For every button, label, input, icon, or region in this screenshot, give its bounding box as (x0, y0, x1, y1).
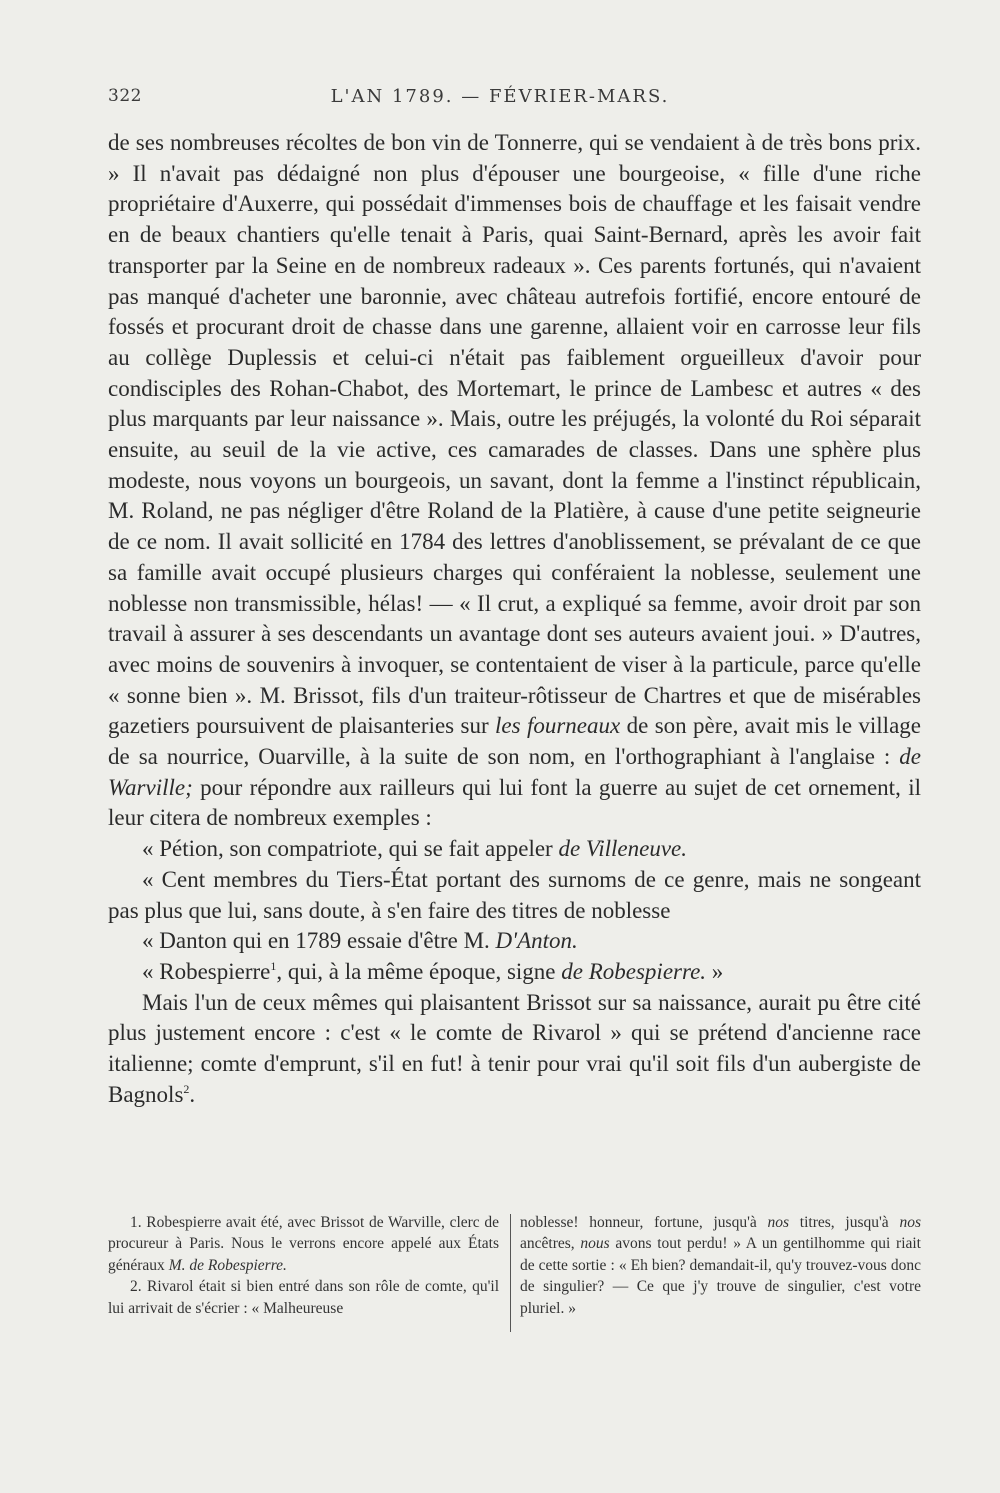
paragraph: Mais l'un de ceux mêmes qui plaisantent Brissot sur sa naissance, aurait pu être cité plus justement encore : c'est « le comte de Rivarol » qui se prétend d'ancienne race italienne; comte d'emprunt, s'il en fut! à tenir pour vrai qu'il soit fils d'un aubergiste de Bagnols$^2$. (108, 989, 921, 1107)
quotation-line: « Pétion, son compatriote, qui se fait appeler de Villeneuve. (142, 836, 688, 862)
footnote-column-right (520, 1212, 921, 1319)
footnote-2: 2. Rivarol était si bien entré dans son rôle de comte, qu'il lui arrivait de s'écrier : « Malheureuse (108, 1278, 499, 1317)
page-number: 322 (108, 86, 142, 106)
paragraph: de ses nombreuses récoltes de bon vin de Tonnerre, qui se vendaient à de très bons prix. » Il n'avait pas dédaigné non plus d'épouser une bourgeoise, « fille d'une riche propriétaire d'Auxerre, qui possédait d'immenses bois de chauffage et les faisait vendre en de beaux chantiers qu'elle tenait à Paris, quai Saint-Bernard, après les avoir fait transporter par la Seine en de nombreux radeaux ». Ces parents fortunés, qui n'avaient pas manqué d'acheter une baronnie, avec château autrefois fortifié, encore entouré de fossés et procurant droit de chasse dans une garenne, allaient voir en carrosse leur fils au collège Duplessis et celui-ci n'était pas faiblement orgueilleux d'avoir pour condisciples des Rohan-Chabot, des Mortemart, le prince de Lambesc et autres « des plus marquants par leur naissance ». Mais, outre les préjugés, la volonté du Roi séparait ensuite, au seuil de la vie active, ces camarades de classes. Dans une sphère plus modeste, nous voyons un bourgeois, un savant, dont la femme a l'instinct républicain, M. Roland, ne pas négliger d'être Roland de la Platière, à cause d'une petite seigneurie de ce nom. Il avait sollicité en 1784 des lettres d'anoblissement, se prévalant de ce que sa famille avait occupé plusieurs charges qui conféraient la noblesse, seulement une noblesse non transmissible, hélas! — « Il crut, a expliqué sa femme, avoir droit par son travail à assurer à ses descendants un avantage dont ses auteurs avaient joui. » D'autres, avec moins de souvenirs à invoquer, se contentaient de viser à la particule, parce qu'elle « sonne bien ». M. Brissot, fils d'un traiteur-rôtisseur de Chartres et que de misérables gazetiers poursuivent de plaisanteries sur les fourneaux de son père, avait mis le village de sa nourrice, Ouarville, à la suite de son nom, en l'orthographiant à l'anglaise : de Warville; pour répondre aux railleurs qui lui font la guerre au sujet de cet ornement, il leur citera de nombreux exemples : (108, 130, 921, 831)
footnote-1: 1. Robespierre avait été, avec Brissot de Warville, clerc de procureur à Paris. Nous le verrons encore appelé aux États généraux M. de Robespierre. (108, 1214, 499, 1274)
footnote-ref: 1 (270, 958, 277, 973)
page-header (108, 86, 892, 116)
running-head: L'AN 1789. — FÉVRIER-MARS. (330, 86, 670, 107)
main-text (108, 128, 921, 1111)
column-divider (510, 1214, 511, 1332)
footnote-2-continued: noblesse! honneur, fortune, jusqu'à nos titres, jusqu'à nos ancêtres, nous avons tout perdu! » A un gentilhomme qui riait de cette sortie : « Eh bien? demandait-il, qu'y trouvez-vous donc de singulier? — Ce que j'y trouve de singulier, c'est votre pluriel. » (520, 1214, 921, 1317)
quotation-line: « Cent membres du Tiers-État portant des surnoms de ce genre, mais ne songeant pas plus que lui, sans doute, à s'en faire des titres de noblesse (108, 866, 921, 923)
quotation-line: « Danton qui en 1789 essaie d'être M. D'Anton. (142, 928, 578, 954)
quotation-line: « Robespierre$^1$, qui, à la même époque, signe de Robespierre. » (142, 958, 724, 984)
footnotes (108, 1212, 921, 1332)
footnote-column-left (108, 1212, 499, 1319)
footnote-ref: 2 (183, 1081, 190, 1096)
